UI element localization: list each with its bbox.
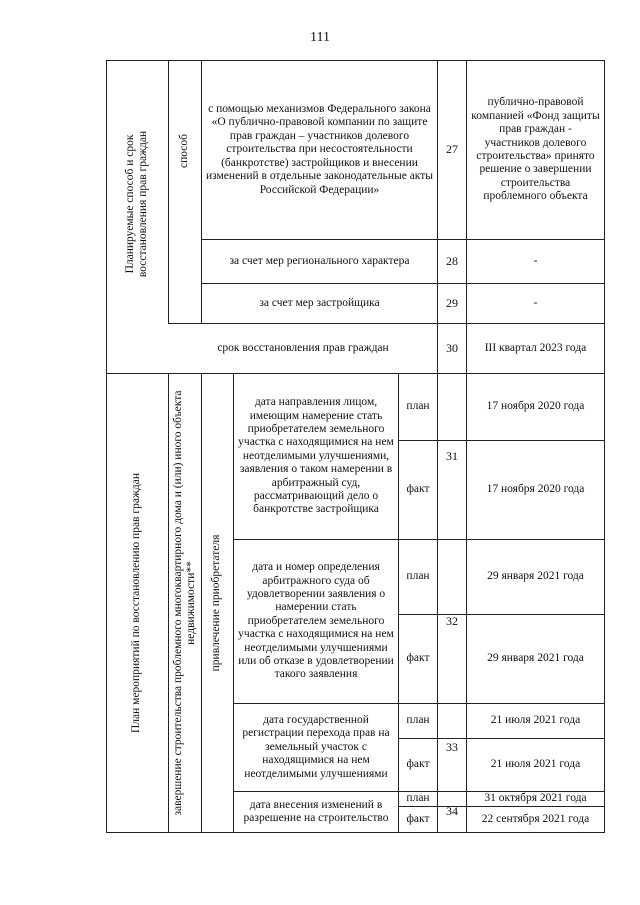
plan-label: план — [406, 714, 430, 727]
row-number: 29 — [446, 295, 458, 310]
method-text: с помощью механизмов Федерального закона «О публично-правовой компании по защите прав граждан – участников долевого строительства при несостоятельности (банкротстве) застройщиков и внесении изменений в отдельные законодательные акты Российской Федерации» — [206, 103, 433, 196]
row-number: 33 — [446, 739, 458, 754]
table-left-border — [106, 60, 107, 833]
section2-title: План мероприятий по восстановлению прав граждан — [130, 473, 143, 734]
plan-date: 29 января 2021 года — [487, 570, 584, 583]
section1-title: Планируемые способ и срок восстановления прав граждан — [123, 130, 149, 278]
fact-date: 21 июля 2021 года — [490, 758, 581, 771]
restore-term-value: III квартал 2023 года — [484, 341, 587, 354]
row-number: 32 — [446, 613, 458, 628]
measure-text: дата направления лицом, имеющим намерение стать приобретателем земельного участка с находящимися на нем неотделимыми улучшениями, заявления о таком намерении в арбитражный суд, рассматривающий дело о банкротстве застройщика — [238, 396, 394, 516]
row-number: 27 — [446, 142, 458, 157]
fact-date: 17 ноября 2020 года — [486, 483, 585, 496]
plan-date: 17 ноября 2020 года — [486, 400, 585, 413]
restore-term-text: срок восстановления прав граждан — [217, 341, 389, 354]
section2-subtitle: завершение строительства проблемного многоквартирного дома и (или) иного объекта недвижимости** — [171, 390, 197, 816]
method-text: за счет мер застройщика — [259, 296, 380, 309]
row-number: 34 — [446, 804, 458, 819]
page-number: 111 — [310, 30, 330, 45]
sposob-label: способ — [178, 134, 191, 169]
fact-date: 29 января 2021 года — [487, 652, 584, 665]
plan-label: план — [406, 570, 430, 583]
fact-label: факт — [406, 483, 430, 496]
fact-date: 22 сентября 2021 года — [481, 812, 590, 825]
table-right-border — [604, 60, 605, 833]
row-number: 31 — [446, 448, 458, 463]
method-value: - — [533, 254, 538, 267]
method-value: - — [533, 296, 538, 309]
measure-text: дата и номер определения арбитражного суда об удовлетворении заявления о намерении стать приобретателем земельного участка с находящимися на нем неотделимыми улучшениями или об отказе в удовлетворении такого заявления — [238, 561, 394, 681]
row-number: 28 — [446, 253, 458, 268]
fact-label: факт — [406, 652, 430, 665]
measure-text: дата государственной регистрации перехода прав на земельный участок с находящимися на нем неотделимыми улучшениями — [242, 713, 390, 780]
fact-label: факт — [406, 812, 430, 825]
plan-date: 31 октября 2021 года — [484, 792, 587, 805]
col-divider — [168, 60, 169, 324]
method-value: публично-правовой компанией «Фонд защиты прав граждан - участников долевого строительства» принято решение о завершении строительства проблемного объекта — [471, 96, 600, 203]
plan-label: план — [406, 792, 430, 805]
row-number: 30 — [446, 340, 458, 355]
measure-text: дата внесения изменений в разрешение на строительство — [243, 798, 389, 824]
fact-label: факт — [406, 758, 430, 771]
method-text: за счет мер регионального характера — [229, 254, 410, 267]
plan-date: 21 июля 2021 года — [490, 714, 581, 727]
plan-label: план — [406, 400, 430, 413]
sub2-label: привлечение приобретателя — [210, 534, 223, 672]
